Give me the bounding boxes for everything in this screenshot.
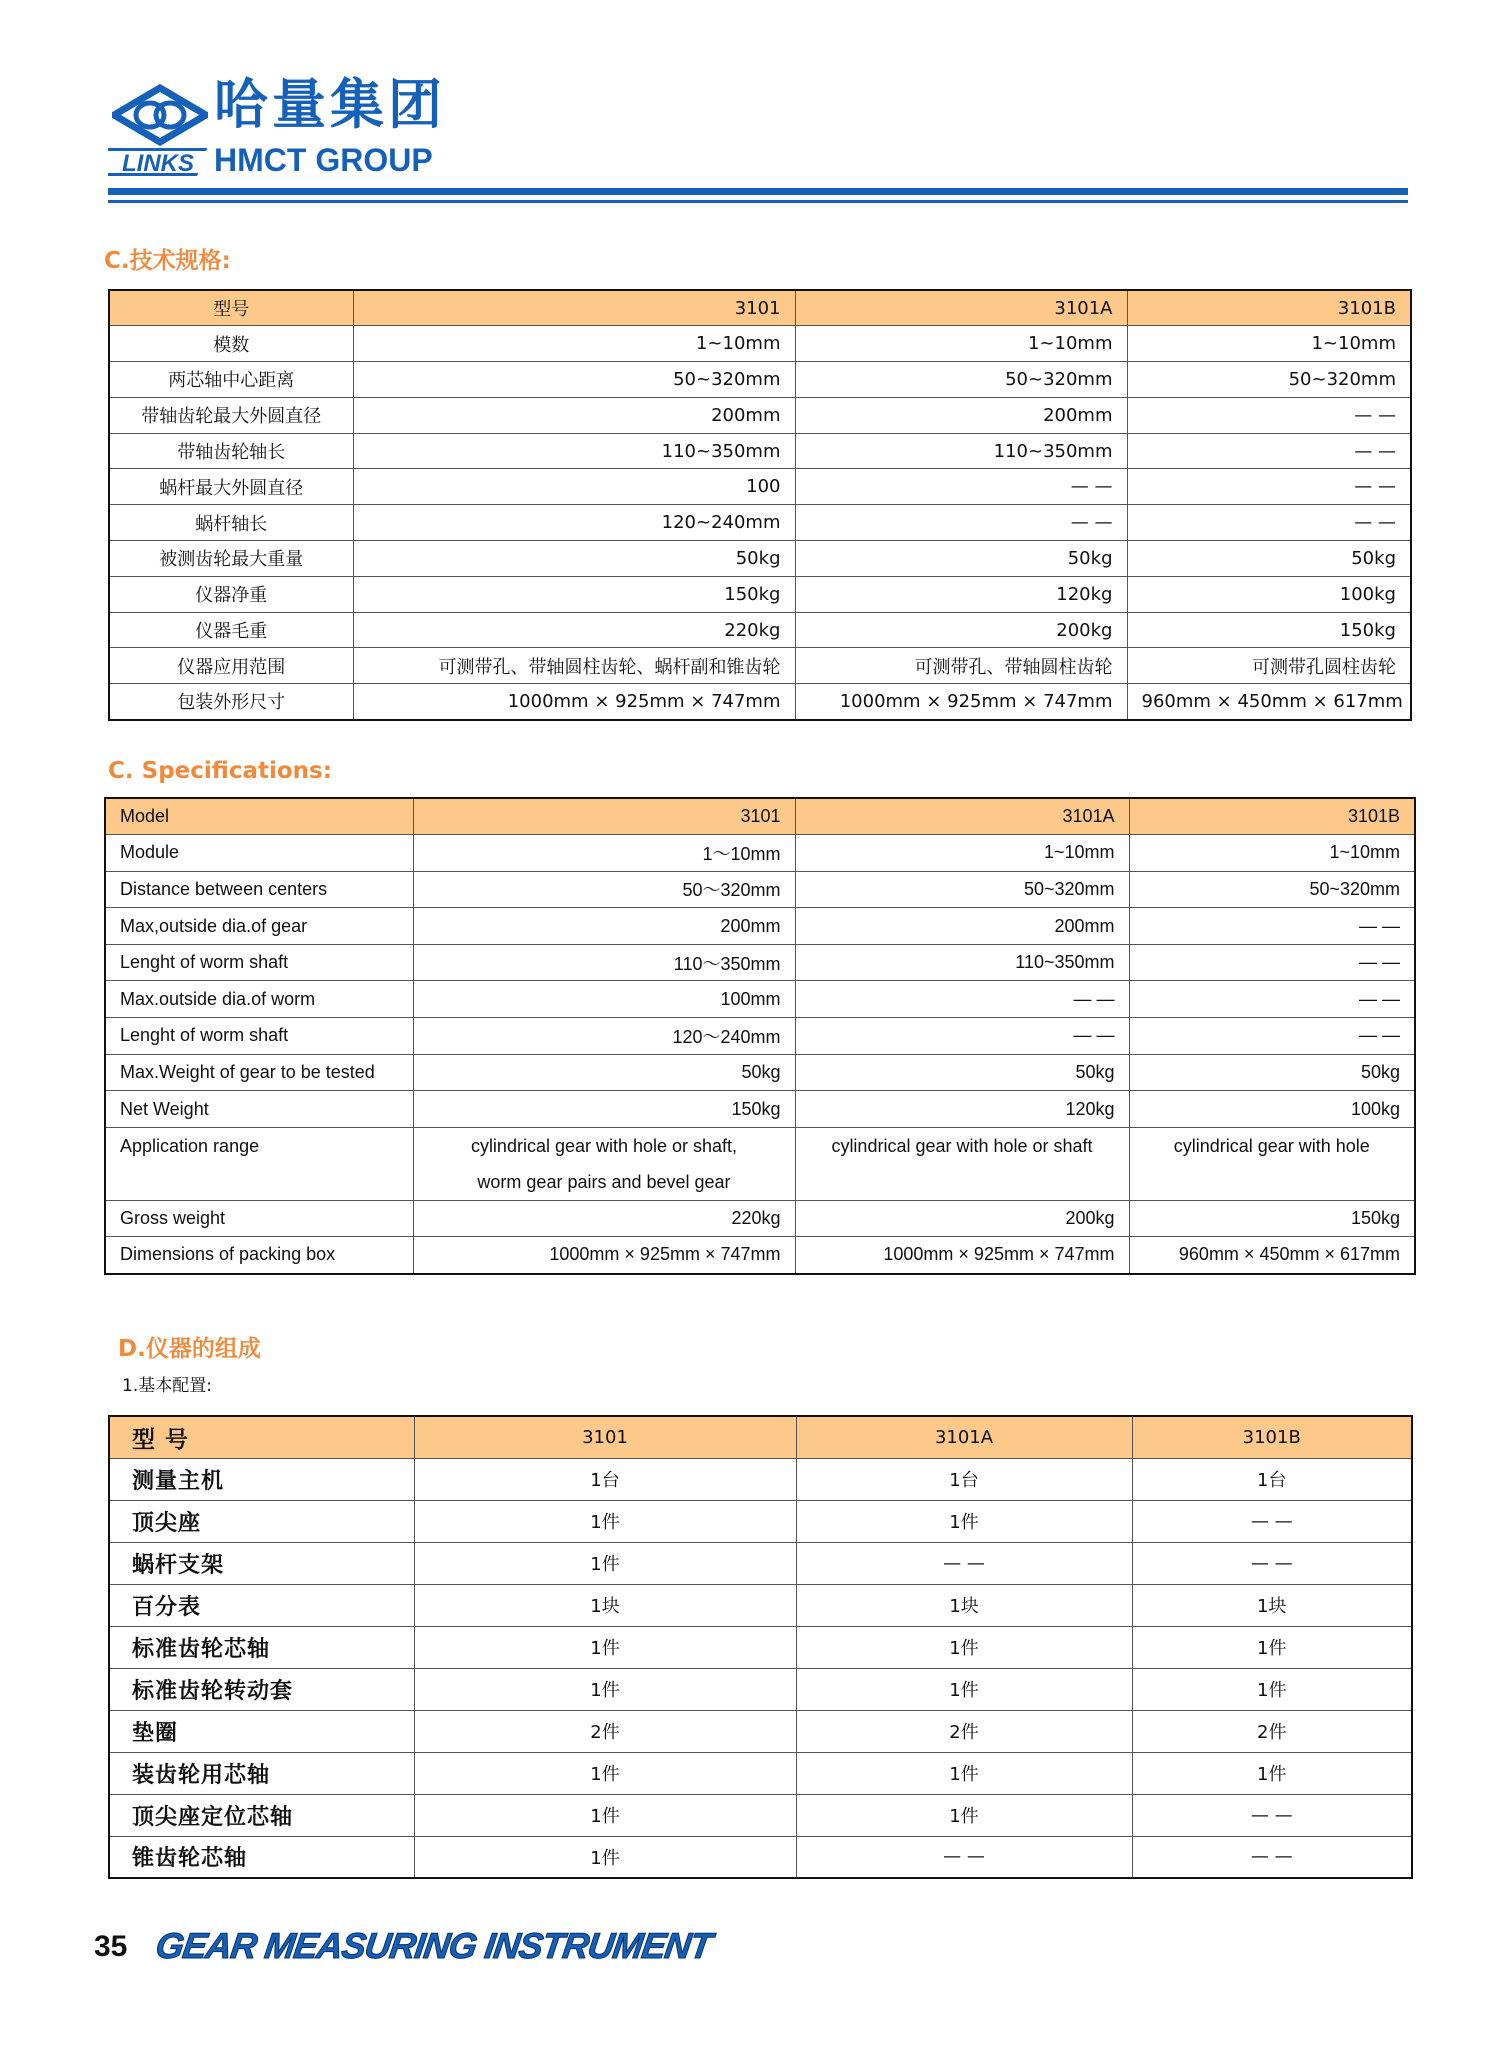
row-label: 蜗杆最大外圆直径 [109, 469, 353, 505]
value-cell: 1件 [796, 1794, 1132, 1836]
value-cell: 1000mm × 925mm × 747mm [353, 684, 795, 720]
value-cell: 1件 [414, 1752, 796, 1794]
row-label: Lenght of worm shaft [105, 1018, 413, 1055]
value-cell: 1件 [414, 1668, 796, 1710]
value-cell: 120kg [795, 1091, 1129, 1128]
value-cell: 200mm [353, 397, 795, 433]
value-cell: 2件 [414, 1710, 796, 1752]
table-row [105, 1054, 1415, 1091]
value-cell: 1~10mm [353, 326, 795, 362]
header-cell: 3101A [795, 798, 1129, 835]
value-cell: 100mm [413, 981, 795, 1018]
value-cell: 200kg [795, 612, 1127, 648]
table-row [109, 1752, 1412, 1794]
table-row [109, 684, 1411, 720]
value-cell: 50kg [413, 1054, 795, 1091]
value-cell: 200mm [795, 908, 1129, 945]
header-rule [108, 188, 1408, 195]
table-row [105, 908, 1415, 945]
value-cell: 1件 [1132, 1668, 1412, 1710]
value-cell: — — [795, 505, 1127, 541]
value-cell: 200mm [795, 397, 1127, 433]
links-logo-icon [108, 146, 208, 178]
value-cell: 50~320mm [1129, 871, 1415, 908]
value-cell: 1件 [414, 1794, 796, 1836]
value-cell: 110~350mm [795, 433, 1127, 469]
value-cell: 50kg [1129, 1054, 1415, 1091]
table-row [109, 469, 1411, 505]
value-cell: — — [1132, 1794, 1412, 1836]
row-label: Gross weight [105, 1200, 413, 1237]
value-cell: 50kg [795, 1054, 1129, 1091]
table-row [105, 981, 1415, 1018]
table-row [105, 944, 1415, 981]
header-cell: 3101 [353, 290, 795, 326]
table-row [109, 1794, 1412, 1836]
value-cell: — — [795, 981, 1129, 1018]
value-cell: 1台 [1132, 1458, 1412, 1500]
value-cell: 150kg [413, 1091, 795, 1128]
table-row [109, 1836, 1412, 1878]
value-cell: — — [1127, 433, 1411, 469]
value-cell: 1件 [1132, 1752, 1412, 1794]
footer-title: GEAR MEASURING INSTRUMENT [153, 1925, 714, 1966]
value-cell: 110~350mm [353, 433, 795, 469]
table-row [109, 1500, 1412, 1542]
value-cell: — — [1132, 1836, 1412, 1878]
hmct-logo-icon [112, 84, 208, 146]
value-cell: 可测带孔、带轴圆柱齿轮 [795, 648, 1127, 684]
value-cell: 1000mm × 925mm × 747mm [795, 684, 1127, 720]
table-row [109, 1626, 1412, 1668]
table-row [105, 1018, 1415, 1055]
value-cell: 2件 [796, 1710, 1132, 1752]
svg-text:LINKS: LINKS [122, 150, 194, 177]
value-cell: 120~240mm [353, 505, 795, 541]
value-cell: 1~10mm [1127, 326, 1411, 362]
section-title-composition: D.仪器的组成 [118, 1336, 261, 1362]
value-cell: 200mm [413, 908, 795, 945]
value-cell: 50~320mm [795, 362, 1127, 398]
value-cell: 1件 [796, 1626, 1132, 1668]
value-cell: 220kg [353, 612, 795, 648]
value-cell: 960mm × 450mm × 617mm [1129, 1237, 1415, 1274]
row-label: 带轴齿轮轴长 [109, 433, 353, 469]
table-row [109, 1542, 1412, 1584]
row-label: 两芯轴中心距离 [109, 362, 353, 398]
value-cell: 110～350mm [413, 944, 795, 981]
specs-table-cn [108, 289, 1412, 721]
table-row [105, 1237, 1415, 1274]
value-line: cylindrical gear with hole or shaft, [470, 1135, 738, 1156]
header-cell: 型号 [109, 290, 353, 326]
row-label: Distance between centers [105, 871, 413, 908]
row-label: 模数 [109, 326, 353, 362]
value-cell: — — [1127, 469, 1411, 505]
table-row [109, 1668, 1412, 1710]
value-cell: 1000mm × 925mm × 747mm [413, 1237, 795, 1274]
value-cell: 1件 [414, 1626, 796, 1668]
value-cell: 1件 [414, 1542, 796, 1584]
table-row [109, 1458, 1412, 1500]
value-cell: 1件 [414, 1836, 796, 1878]
row-label: Module [105, 835, 413, 872]
value-cell: 120～240mm [413, 1018, 795, 1055]
value-cell: — — [795, 469, 1127, 505]
value-cell: 100kg [1129, 1091, 1415, 1128]
header-cell: 3101 [413, 798, 795, 835]
value-cell: 100kg [1127, 576, 1411, 612]
table-row [105, 871, 1415, 908]
table-row [109, 612, 1411, 648]
row-label: Net Weight [105, 1091, 413, 1128]
value-cell: 150kg [1127, 612, 1411, 648]
value-cell: 110~350mm [795, 944, 1129, 981]
table-row [105, 835, 1415, 872]
value-cell: 50kg [795, 541, 1127, 577]
value-cell: 1块 [1132, 1584, 1412, 1626]
value-cell: 1~10mm [795, 326, 1127, 362]
section-title-specs-cn: C.技术规格: [104, 248, 231, 274]
row-label: 蜗杆轴长 [109, 505, 353, 541]
value-cell [413, 1127, 795, 1200]
value-cell: 1000mm × 925mm × 747mm [795, 1237, 1129, 1274]
row-label: 锥齿轮芯轴 [109, 1836, 414, 1878]
table-row [109, 541, 1411, 577]
row-label: 顶尖座定位芯轴 [109, 1794, 414, 1836]
table-row [109, 1710, 1412, 1752]
value-cell: 50~320mm [1127, 362, 1411, 398]
row-label: 仪器净重 [109, 576, 353, 612]
row-label: 包装外形尺寸 [109, 684, 353, 720]
value-cell: 1块 [414, 1584, 796, 1626]
row-label: 仪器应用范围 [109, 648, 353, 684]
row-label: 仪器毛重 [109, 612, 353, 648]
brand-name-en: HMCT GROUP [214, 142, 433, 178]
table-row [109, 326, 1411, 362]
value-cell: 2件 [1132, 1710, 1412, 1752]
value-cell: — — [1129, 944, 1415, 981]
table-row [109, 433, 1411, 469]
header-cell: 3101A [795, 290, 1127, 326]
table-row [109, 648, 1411, 684]
row-label: Max,outside dia.of gear [105, 908, 413, 945]
value-cell: 100 [353, 469, 795, 505]
row-label: Application range [105, 1127, 413, 1200]
header-cell: 3101 [414, 1416, 796, 1458]
row-label: 测量主机 [109, 1458, 414, 1500]
configuration-table [108, 1415, 1413, 1879]
value-cell: — — [1129, 908, 1415, 945]
header-cell: 3101B [1132, 1416, 1412, 1458]
header-cell: Model [105, 798, 413, 835]
specs-table-en [104, 797, 1416, 1275]
value-cell: 150kg [353, 576, 795, 612]
value-cell: 50kg [353, 541, 795, 577]
value-cell: 1台 [414, 1458, 796, 1500]
value-cell: 可测带孔圆柱齿轮 [1127, 648, 1411, 684]
value-cell: — — [796, 1542, 1132, 1584]
value-cell: 1件 [796, 1668, 1132, 1710]
page-number: 35 [94, 1930, 128, 1963]
row-label: 带轴齿轮最大外圆直径 [109, 397, 353, 433]
value-cell: 220kg [413, 1200, 795, 1237]
table-header-row [109, 1416, 1412, 1458]
header-cell: 3101B [1129, 798, 1415, 835]
value-cell: 1件 [1132, 1626, 1412, 1668]
row-label: Max.outside dia.of worm [105, 981, 413, 1018]
value-line: worm gear pairs and bevel gear [477, 1171, 731, 1192]
value-cell: — — [1132, 1542, 1412, 1584]
table-row [105, 1091, 1415, 1128]
value-cell: 1件 [796, 1752, 1132, 1794]
row-label: 标准齿轮芯轴 [109, 1626, 414, 1668]
value-cell: 960mm × 450mm × 617mm [1127, 684, 1411, 720]
row-label: 百分表 [109, 1584, 414, 1626]
table-row [109, 362, 1411, 398]
row-label: Dimensions of packing box [105, 1237, 413, 1274]
row-label: 垫圈 [109, 1710, 414, 1752]
table-row-application-range [105, 1127, 1415, 1200]
row-label: 装齿轮用芯轴 [109, 1752, 414, 1794]
header-cell: 3101B [1127, 290, 1411, 326]
value-cell: 50～320mm [413, 871, 795, 908]
row-label: 标准齿轮转动套 [109, 1668, 414, 1710]
row-label: 被测齿轮最大重量 [109, 541, 353, 577]
value-cell: 1件 [414, 1500, 796, 1542]
value-cell: 可测带孔、带轴圆柱齿轮、蜗杆副和锥齿轮 [353, 648, 795, 684]
value-cell: 1块 [796, 1584, 1132, 1626]
header-rule-thin [108, 200, 1408, 203]
value-cell: 1~10mm [1129, 835, 1415, 872]
table-header-row [105, 798, 1415, 835]
header-cell: 型 号 [109, 1416, 414, 1458]
table-row [109, 576, 1411, 612]
value-cell: 50~320mm [795, 871, 1129, 908]
value-cell: — — [1129, 981, 1415, 1018]
table-row [105, 1200, 1415, 1237]
value-cell: 50kg [1127, 541, 1411, 577]
section-subtitle-basic-config: 1.基本配置: [122, 1376, 212, 1396]
section-title-specs-en: C. Specifications: [108, 758, 332, 784]
header-cell: 3101A [796, 1416, 1132, 1458]
value-cell: — — [1127, 505, 1411, 541]
value-cell: 1~10mm [795, 835, 1129, 872]
table-row [109, 505, 1411, 541]
value-cell: — — [795, 1018, 1129, 1055]
value-cell: 120kg [795, 576, 1127, 612]
value-cell: 1～10mm [413, 835, 795, 872]
value-cell: — — [796, 1836, 1132, 1878]
table-header-row [109, 290, 1411, 326]
value-cell: — — [1129, 1018, 1415, 1055]
value-cell: — — [1127, 397, 1411, 433]
table-row [109, 397, 1411, 433]
row-label: Lenght of worm shaft [105, 944, 413, 981]
value-cell: 1台 [796, 1458, 1132, 1500]
value-cell: cylindrical gear with hole or shaft [795, 1127, 1129, 1200]
value-cell: 200kg [795, 1200, 1129, 1237]
row-label: Max.Weight of gear to be tested [105, 1054, 413, 1091]
value-cell: cylindrical gear with hole [1129, 1127, 1415, 1200]
row-label: 顶尖座 [109, 1500, 414, 1542]
value-cell: 150kg [1129, 1200, 1415, 1237]
value-cell: 50~320mm [353, 362, 795, 398]
row-label: 蜗杆支架 [109, 1542, 414, 1584]
value-cell: — — [1132, 1500, 1412, 1542]
table-row [109, 1584, 1412, 1626]
value-cell: 1件 [796, 1500, 1132, 1542]
brand-name-cn: 哈量集团 [214, 73, 446, 136]
